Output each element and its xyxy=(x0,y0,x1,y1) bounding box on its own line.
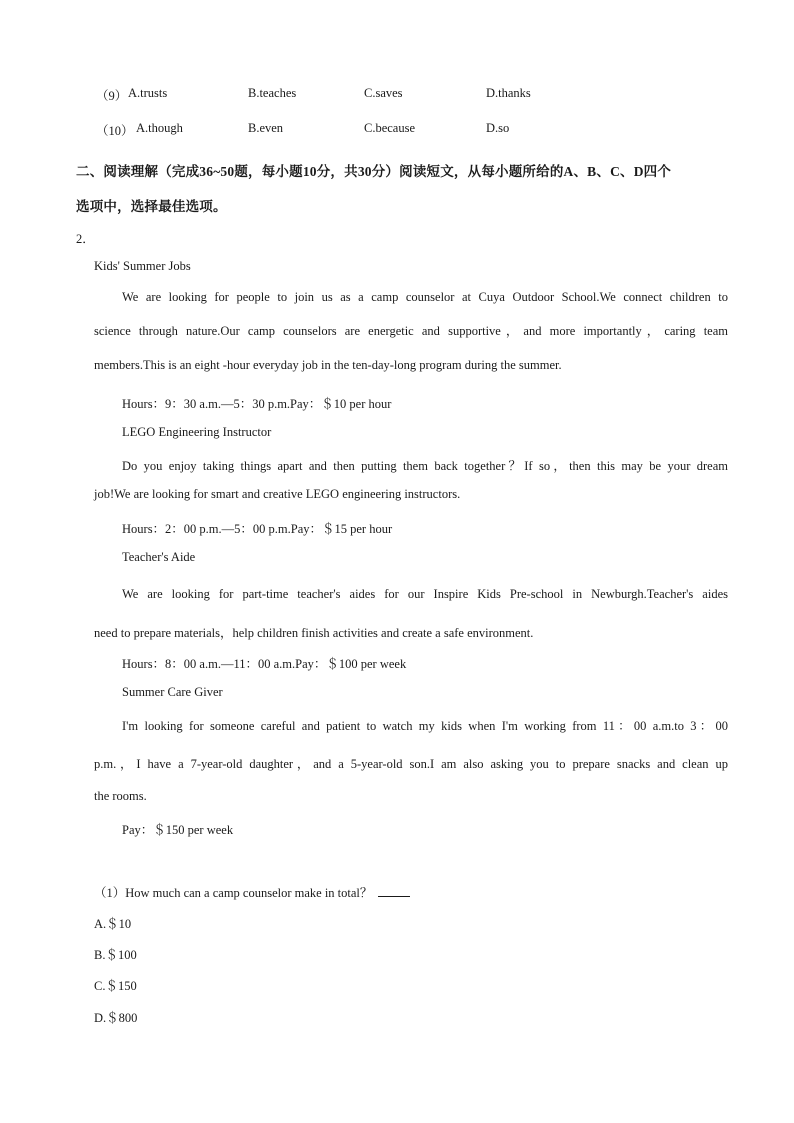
camp-counselor-hours: Hours：9：30 a.m.—5：30 p.m.Pay：＄10 per hour xyxy=(122,397,392,411)
section-heading-line1: 二、阅读理解（完成36~50题，每小题10分，共30分）阅读短文，从每小题所给的A、B、C、D四个 xyxy=(76,164,672,179)
option-b[interactable]: B.＄100 xyxy=(94,948,137,962)
passage-p1-line2: science through nature.Our camp counselors are energetic and supportive，and more importantly，caring team xyxy=(94,324,728,338)
q10-option-b: B.even xyxy=(248,121,284,135)
q9-option-c: C.saves xyxy=(364,86,403,100)
passage-p3-line1: We are looking for part-time teacher's aides for our Inspire Kids Pre-school in Newburgh.Teacher's aides xyxy=(122,587,728,601)
section-heading-line2: 选项中，选择最佳选项。 xyxy=(76,199,227,214)
care-giver-pay: Pay：＄150 per week xyxy=(122,823,234,837)
option-d[interactable]: D.＄800 xyxy=(94,1011,138,1025)
q10-option-c: C.because xyxy=(364,121,416,135)
answer-blank[interactable] xyxy=(378,884,410,897)
passage-p4-line1: I'm looking for someone careful and patient to watch my kids when I'm working from 11：00 a.m.to 3：00 xyxy=(122,719,728,733)
q10-number: （10） xyxy=(96,124,134,138)
option-a[interactable]: A.＄10 xyxy=(94,917,132,931)
job-title-care-giver: Summer Care Giver xyxy=(122,685,223,699)
passage-p4-line3: the rooms. xyxy=(94,789,147,803)
passage-p1-line3: members.This is an eight -hour everyday job in the ten-day-long program during the summer. xyxy=(94,358,562,372)
q10-option-d: D.so xyxy=(486,121,510,135)
q9-option-a: A.trusts xyxy=(128,86,168,100)
passage-p1-line1: We are looking for people to join us as a camp counselor at Cuya Outdoor School.We connect children to xyxy=(122,290,728,304)
sub-question-1-text: （1）How much can a camp counselor make in total？ xyxy=(94,886,373,900)
passage-p4-line2: p.m.，I have a 7-year-old daughter，and a 5-year-old son.I am also asking you to prepare snacks and clean up xyxy=(94,757,728,771)
q10-option-a: A.though xyxy=(136,121,183,135)
passage-p3-line2: need to prepare materials，help children finish activities and create a safe environment. xyxy=(94,626,534,640)
q9-number: （9） xyxy=(96,89,128,103)
lego-instructor-hours: Hours：2：00 p.m.—5：00 p.m.Pay：＄15 per hour xyxy=(122,522,393,536)
option-c[interactable]: C.＄150 xyxy=(94,979,137,993)
passage-p2-line2: job!We are looking for smart and creative LEGO engineering instructors. xyxy=(94,487,461,501)
passage-p2-line1: Do you enjoy taking things apart and then putting them back together？If so，then this may be your dream xyxy=(122,459,728,473)
teachers-aide-hours: Hours：8：00 a.m.—11：00 a.m.Pay：＄100 per week xyxy=(122,657,407,671)
q9-option-d: D.thanks xyxy=(486,86,531,100)
job-title-lego-instructor: LEGO Engineering Instructor xyxy=(122,425,272,439)
job-title-summer-jobs: Kids' Summer Jobs xyxy=(94,259,191,273)
job-title-teachers-aide: Teacher's Aide xyxy=(122,550,196,564)
question-number: 2． xyxy=(76,232,95,246)
q9-option-b: B.teaches xyxy=(248,86,297,100)
sub-question-1 xyxy=(94,883,410,901)
